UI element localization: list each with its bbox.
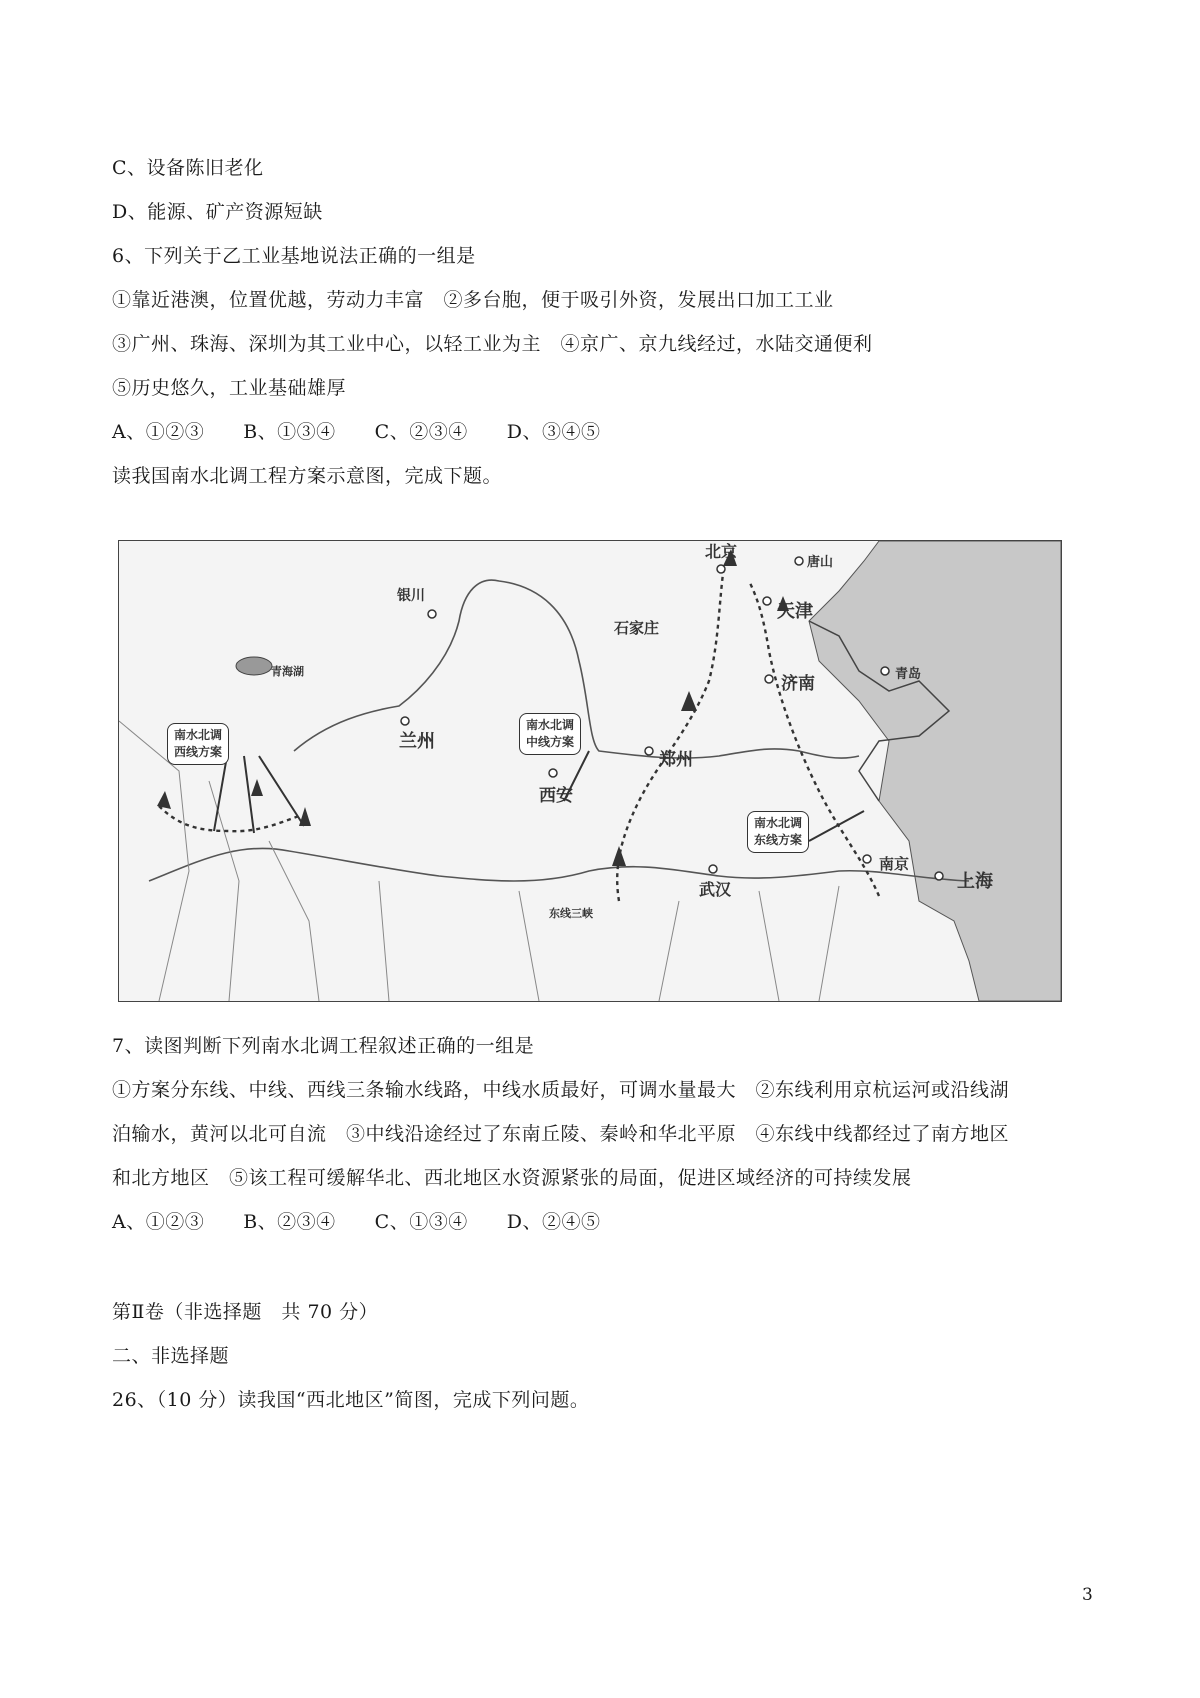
qinghai-lake <box>236 657 272 675</box>
south-north-water-diversion-map <box>118 540 1062 1002</box>
callout-middle-line2: 中线方案 <box>526 735 575 749</box>
q7-options: A、①②③ B、②③④ C、①③④ D、②④⑤ <box>112 1211 601 1233</box>
page-number: 3 <box>1082 1585 1093 1605</box>
q5-option-d: D、能源、矿产资源短缺 <box>112 201 323 223</box>
callout-east-line1: 南水北调 <box>754 816 803 830</box>
q7-line2: 泊输水，黄河以北可自流 ③中线沿途经过了东南丘陵、秦岭和华北平原 ④东线中线都经过了南方地区 <box>112 1123 1010 1145</box>
map-label-shanghai: 上海 <box>957 871 993 892</box>
west-route-line <box>159 806 299 831</box>
part2-title: 第Ⅱ卷（非选择题 共 70 分） <box>112 1301 379 1323</box>
callout-middle-line1: 南水北调 <box>526 718 575 732</box>
map-label-sanxia: 东线三峡 <box>549 907 593 920</box>
callout-west-line2: 西线方案 <box>174 745 223 759</box>
q7-line3: 和北方地区 ⑤该工程可缓解华北、西北地区水资源紧张的局面，促进区域经济的可持续发展 <box>112 1167 912 1189</box>
map-intro: 读我国南水北调工程方案示意图，完成下题。 <box>112 465 503 487</box>
sea-area <box>809 541 1061 1001</box>
map-label-shijiazhuang: 石家庄 <box>614 619 660 637</box>
map-label-zhengzhou: 郑州 <box>659 750 693 770</box>
q6-stem: 6、下列关于乙工业基地说法正确的一组是 <box>112 245 476 267</box>
callout-east-line2: 东线方案 <box>754 833 803 847</box>
q5-option-c: C、设备陈旧老化 <box>112 157 264 179</box>
map-label-yinchuan: 银川 <box>397 588 425 604</box>
part2-section: 二、非选择题 <box>112 1345 230 1367</box>
q6-options: A、①②③ B、①③④ C、②③④ D、③④⑤ <box>112 421 601 443</box>
map-label-tangshan: 唐山 <box>807 555 834 570</box>
map-label-tianjin: 天津 <box>777 601 813 622</box>
callout-west-route <box>167 723 229 765</box>
border-lines <box>119 721 839 1001</box>
q7-line1: ①方案分东线、中线、西线三条输水线路，中线水质最好，可调水量最大 ②东线利用京杭运河或沿线湖 <box>112 1079 1010 1101</box>
map-label-nanjing: 南京 <box>879 855 910 873</box>
callout-east-route <box>747 811 809 853</box>
q6-line1: ①靠近港澳，位置优越，劳动力丰富 ②多台胞，便于吸引外资，发展出口加工工业 <box>112 289 834 311</box>
callout-west-line1: 南水北调 <box>174 728 223 742</box>
callout-middle-route <box>519 713 581 755</box>
map-label-lanzhou: 兰州 <box>399 731 435 752</box>
map-label-qingdao: 青岛 <box>895 667 922 682</box>
yangtze-river <box>149 848 969 881</box>
q26-stem: 26、（10 分）读我国“西北地区”简图，完成下列问题。 <box>112 1389 590 1411</box>
q6-line3: ⑤历史悠久，工业基础雄厚 <box>112 377 347 399</box>
q6-line2: ③广州、珠海、深圳为其工业中心，以轻工业为主 ④京广、京九线经过，水陆交通便利 <box>112 333 873 355</box>
map-label-qinghaihu: 青海湖 <box>271 665 304 678</box>
map-graphic <box>119 541 1061 1001</box>
map-label-beijing: 北京 <box>705 542 738 561</box>
q7-stem: 7、读图判断下列南水北调工程叙述正确的一组是 <box>112 1035 535 1057</box>
map-label-jinan: 济南 <box>781 674 815 694</box>
map-label-wuhan: 武汉 <box>699 880 732 899</box>
map-label-xian: 西安 <box>539 786 573 806</box>
